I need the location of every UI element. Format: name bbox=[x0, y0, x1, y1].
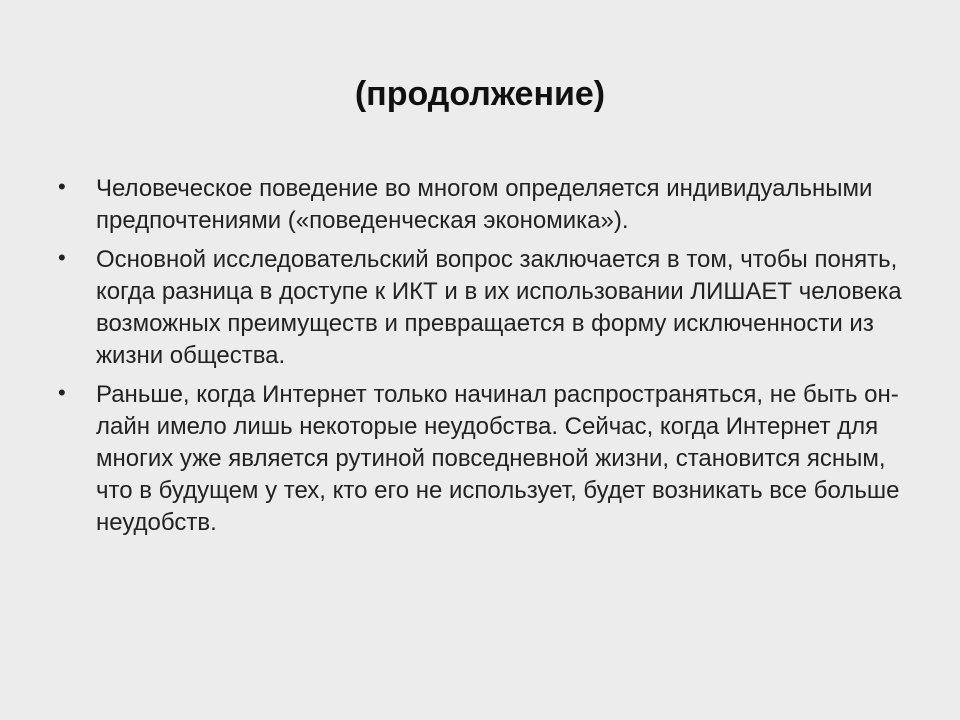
bullet-text: Основной исследовательский вопрос заключается в том, чтобы понять, когда разница в доступе к ИКТ и в их использовании ЛИШАЕТ человека возможных преимуществ и превращается в форму исключенности из жизни общества. bbox=[96, 246, 902, 369]
bullet-list bbox=[58, 173, 908, 546]
bullet-icon: • bbox=[58, 245, 66, 270]
bullet-item bbox=[58, 173, 908, 237]
bullet-icon: • bbox=[58, 380, 66, 405]
bullet-item bbox=[58, 244, 908, 372]
bullet-text: Человеческое поведение во многом определяется индивидуальными предпочтениями («поведенческая экономика»). bbox=[96, 175, 873, 234]
bullet-icon: • bbox=[58, 174, 66, 199]
slide-title: (продолжение) bbox=[354, 75, 606, 113]
bullet-text: Раньше, когда Интернет только начинал распространяться, не быть он-лайн имело лишь некоторые неудобства. Сейчас, когда Интернет для многих уже является рутиной повседневной жизни, становится ясным, что в будущем у тех, кто его не использует, будет возникать все больше неудобств. bbox=[96, 381, 900, 536]
bullet-item bbox=[58, 379, 908, 539]
